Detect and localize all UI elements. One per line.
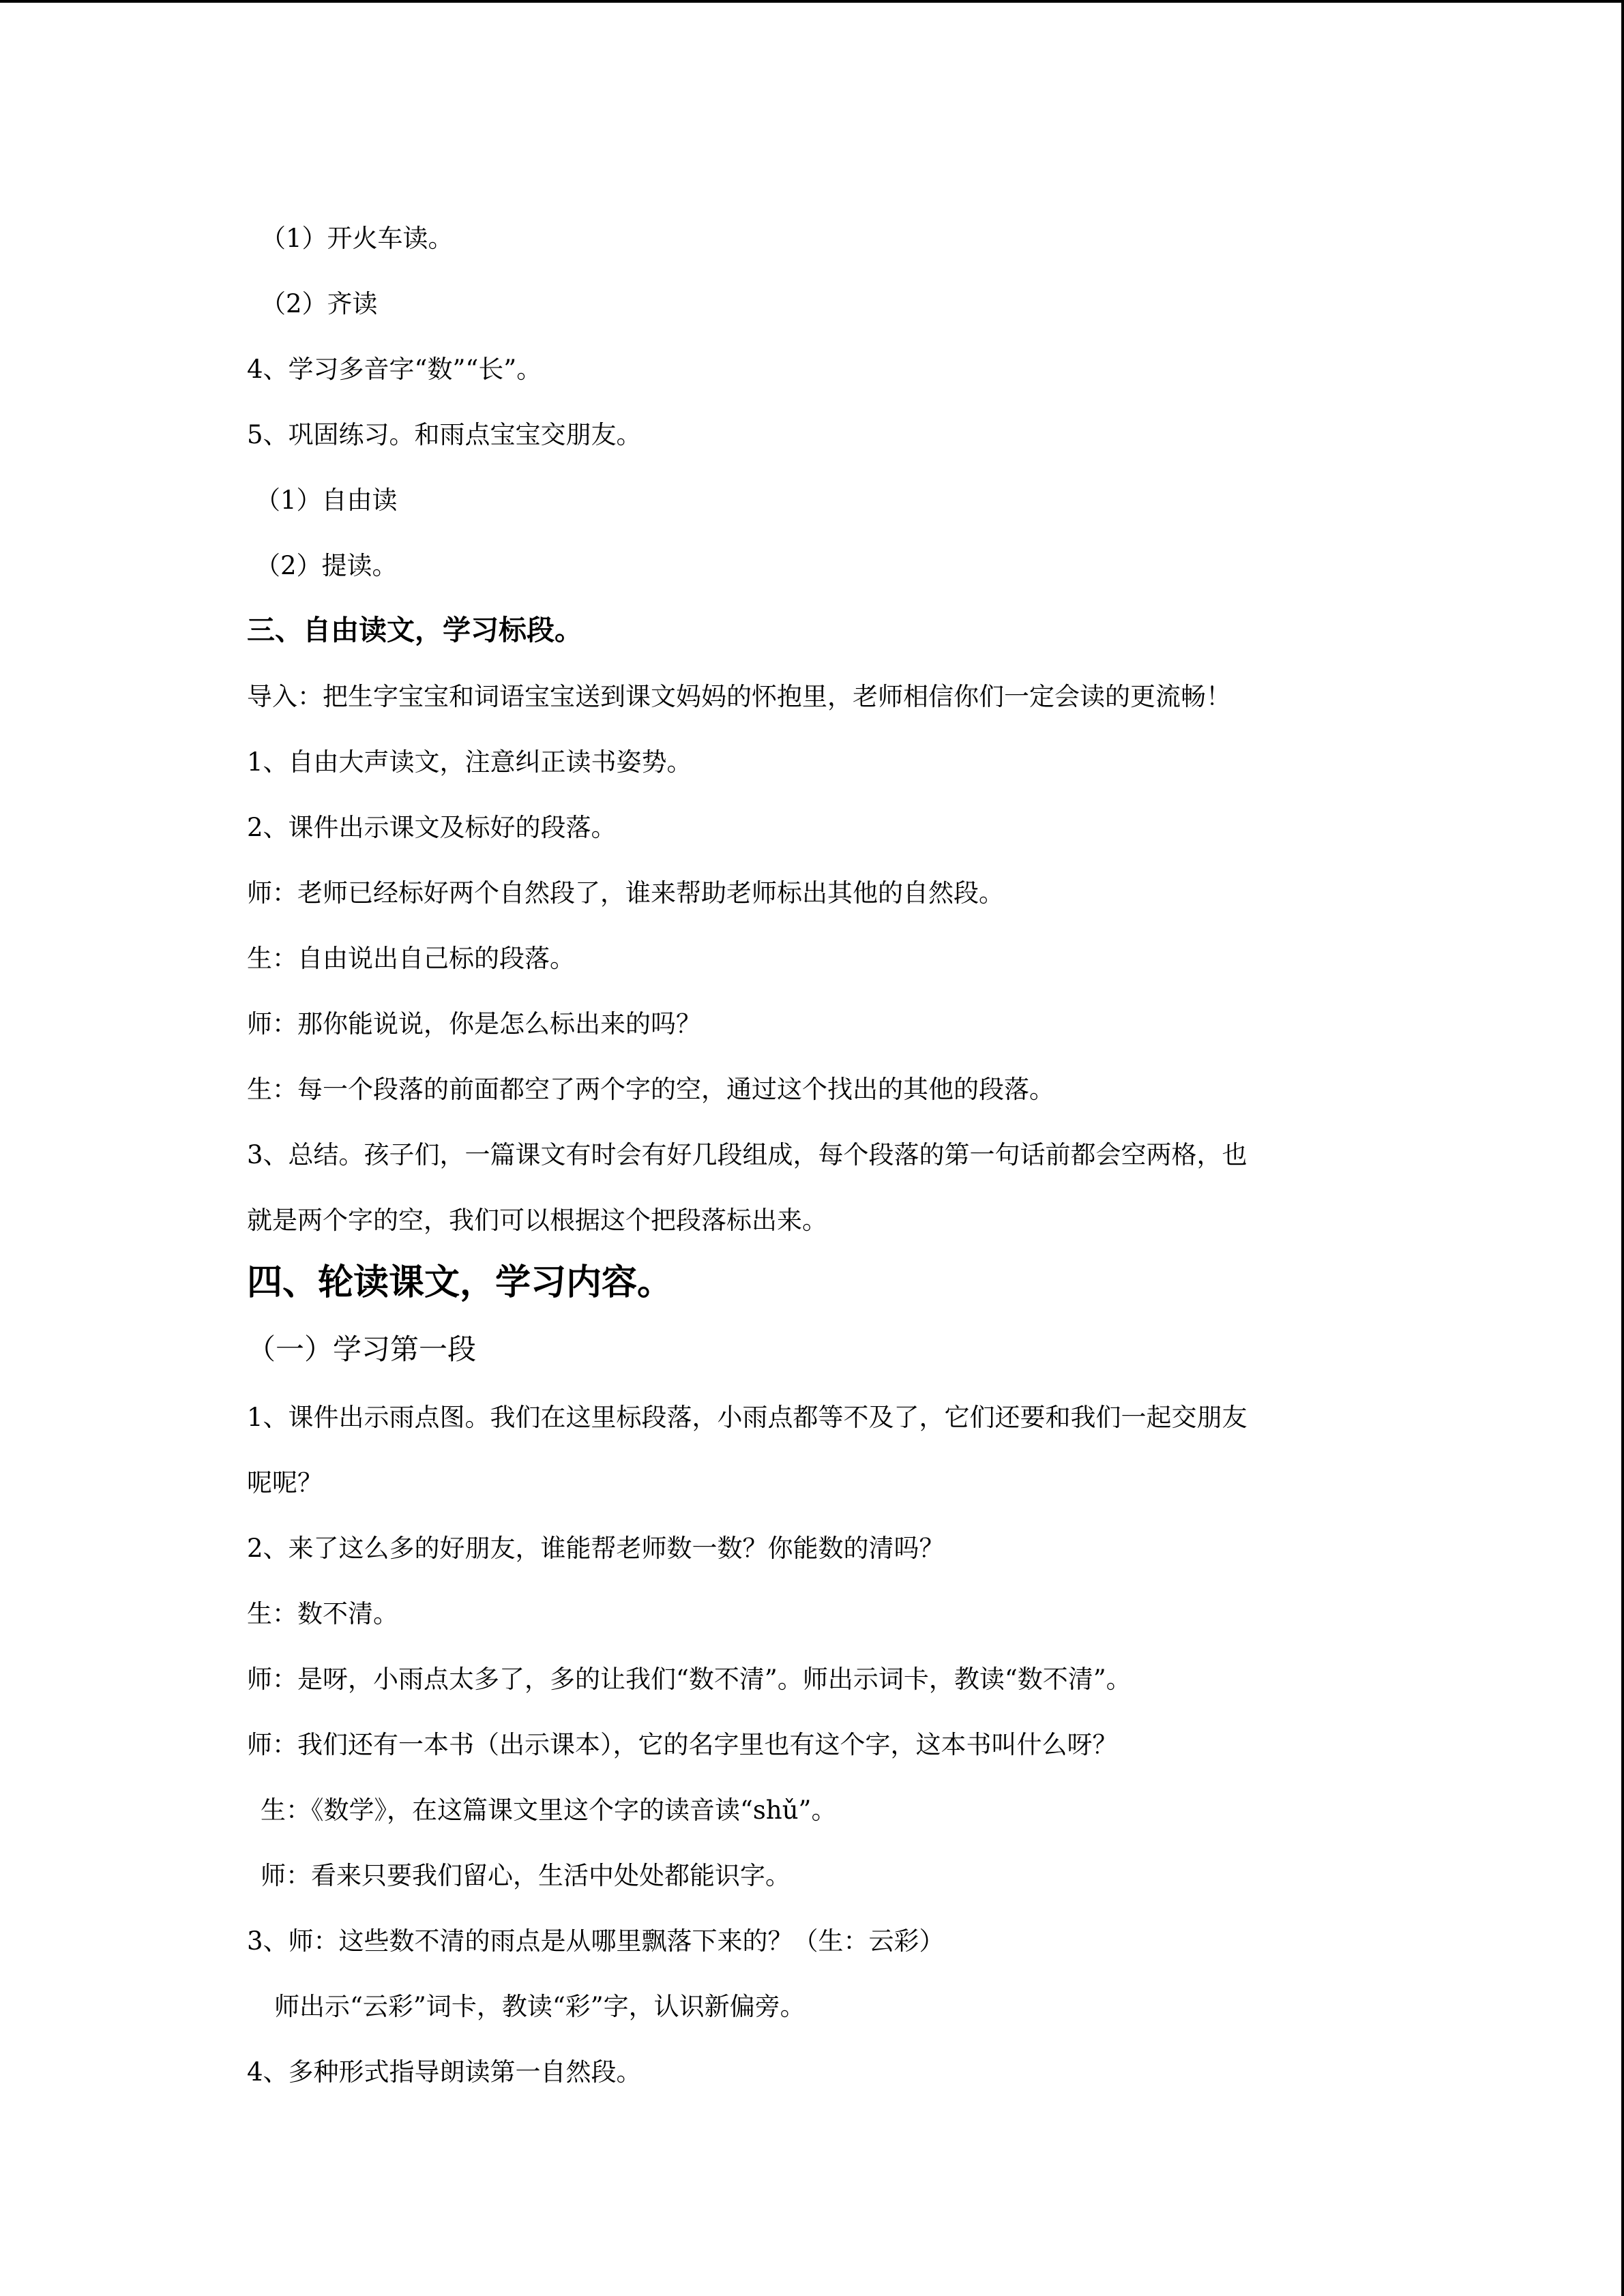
step-rain-picture-1: 1、课件出示雨点图。我们在这里标段落，小雨点都等不及了，它们还要和我们一起交朋友 [247, 1403, 1247, 1432]
teacher-line-2: 师：那你能说说，你是怎么标出来的吗？ [247, 1009, 701, 1039]
teacher-line-1: 师：老师已经标好两个自然段了，谁来帮助老师标出其他的自然段。 [247, 878, 1004, 908]
summary-line-2: 就是两个字的空，我们可以根据这个把段落标出来。 [247, 1206, 827, 1235]
student-line-4: 生：《数学》，在这篇课文里这个字的读音读“shǔ”。 [261, 1795, 837, 1825]
step-consolidation: 5、巩固练习。和雨点宝宝交朋友。 [247, 420, 642, 449]
teacher-line-4: 师：我们还有一本书（出示课本），它的名字里也有这个字，这本书叫什么呀？ [247, 1730, 1118, 1759]
section-heading-3: 三、自由读文，学习标段。 [247, 614, 582, 646]
step-guided-reading: 4、多种形式指导朗读第一自然段。 [247, 2057, 642, 2087]
step-count-friends: 2、来了这么多的好朋友，谁能帮老师数一数？你能数的清吗？ [247, 1534, 945, 1563]
student-line-1: 生：自由说出自己标的段落。 [247, 944, 575, 973]
step-prompt-reading: （2）提读。 [255, 551, 398, 580]
step-train-reading: （1）开火车读。 [261, 224, 454, 253]
student-line-3: 生：数不清。 [247, 1599, 398, 1628]
step-read-aloud: 1、自由大声读文，注意纠正读书姿势。 [247, 747, 692, 777]
section-heading-4: 四、轮读课文，学习内容。 [247, 1262, 673, 1303]
intro-paragraph: 导入：把生字宝宝和词语宝宝送到课文妈妈的怀抱里，老师相信你们一定会读的更流畅！ [247, 682, 1231, 711]
subsection-heading-1: （一）学习第一段 [247, 1332, 477, 1366]
step-show-courseware: 2、课件出示课文及标好的段落。 [247, 813, 617, 842]
step-polyphonic-chars: 4、学习多音字“数”“长”。 [247, 355, 542, 384]
teacher-line-3: 师：是呀，小雨点太多了，多的让我们“数不清”。师出示词卡，教读“数不清”。 [247, 1665, 1132, 1694]
summary-line-1: 3、总结。孩子们，一篇课文有时会有好几段组成，每个段落的第一句话前都会空两格，也 [247, 1140, 1247, 1169]
teacher-line-5: 师：看来只要我们留心，生活中处处都能识字。 [261, 1861, 791, 1890]
step-free-reading: （1）自由读 [255, 486, 398, 515]
student-line-2: 生：每一个段落的前面都空了两个字的空，通过这个找出的其他的段落。 [247, 1075, 1054, 1104]
teacher-line-6: 3、师：这些数不清的雨点是从哪里飘落下来的？（生：云彩） [247, 1926, 945, 1956]
step-read-together: （2）齐读 [261, 289, 378, 318]
teacher-show-card: 师出示“云彩”词卡，教读“彩”字，认识新偏旁。 [274, 1992, 806, 2021]
step-rain-picture-2: 呢呢？ [247, 1468, 323, 1497]
